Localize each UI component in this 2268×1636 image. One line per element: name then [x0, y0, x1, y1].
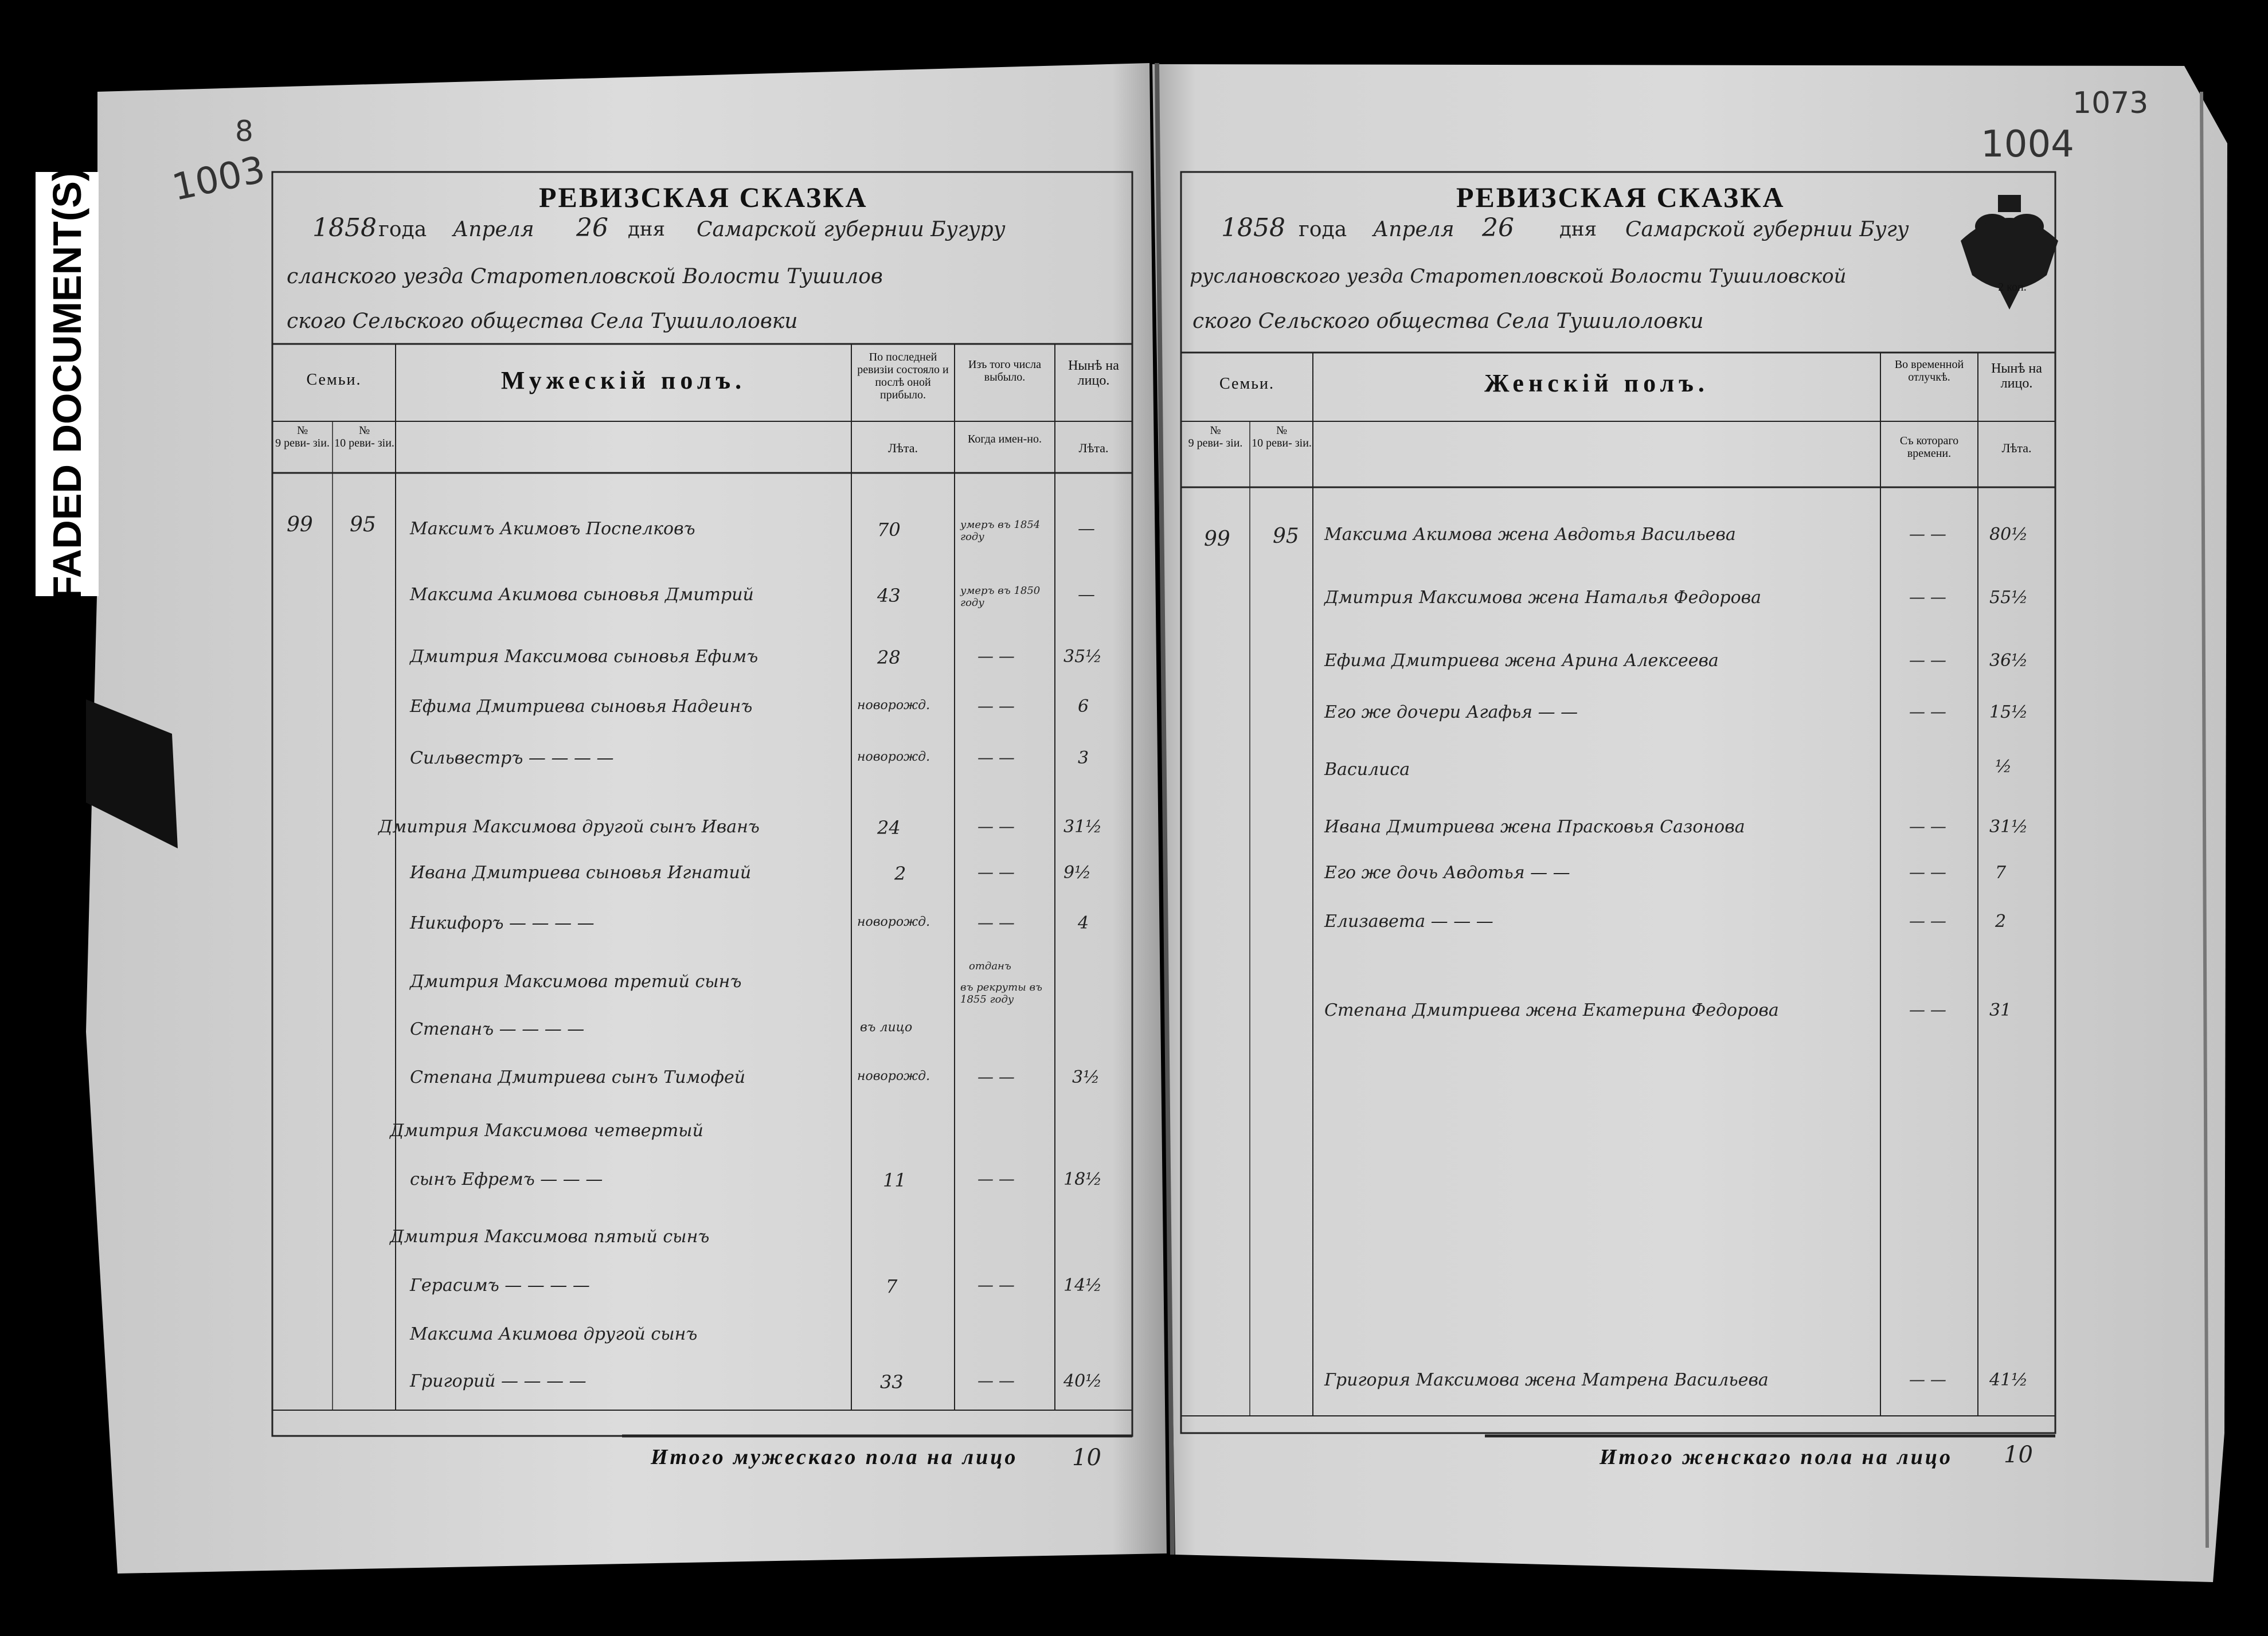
right-row-name: Степана Дмитриева жена Екатерина Федорова: [1324, 1000, 1779, 1020]
left-row-when: — —: [977, 647, 1015, 666]
left-row-age: 2: [894, 863, 906, 884]
right-row-now: 31: [1989, 1000, 2012, 1020]
left-row-when: въ рекруты въ 1855 году: [960, 981, 1043, 1005]
right-row-rev10: 95: [1273, 525, 1299, 548]
left-footer-total: 10: [1072, 1445, 1101, 1471]
left-row-name: Ефима Дмитриева сыновья Надеинъ: [410, 696, 753, 717]
left-header-rev9-no: №: [296, 424, 308, 437]
left-row-when: — —: [977, 863, 1015, 882]
left-row-age: 43: [877, 585, 901, 606]
left-row-age: 7: [886, 1275, 898, 1297]
left-row-rev10: 95: [350, 513, 376, 537]
right-row-rev9: 99: [1204, 527, 1230, 551]
left-row-now: —: [1078, 519, 1095, 539]
right-footer: Итого женскаго пола на лицо: [1600, 1445, 1953, 1469]
left-row-name: Дмитрия Максимова другой сынъ Иванъ: [378, 817, 760, 837]
right-row-absent: — —: [1909, 911, 1946, 930]
left-row-when: — —: [977, 748, 1015, 767]
left-row-now: 3: [1078, 748, 1089, 768]
right-page-title: РЕВИЗСКАЯ СКАЗКА: [1456, 181, 1785, 213]
left-header-when: Когда имен-но.: [968, 433, 1042, 445]
left-row-name: Степанъ — — — —: [410, 1019, 585, 1039]
right-header-rev10-no: №: [1276, 424, 1288, 437]
right-row-absent: — —: [1909, 863, 1946, 882]
left-row-age: новорожд.: [857, 915, 930, 929]
right-row-name: Елизавета — — —: [1324, 911, 1493, 931]
left-row-name: Никифоръ — — — —: [410, 913, 595, 933]
right-row-now: 41½: [1989, 1370, 2028, 1390]
right-header-temp-absent: Во временной отлучкѣ.: [1894, 358, 1964, 383]
left-row-now: 14½: [1063, 1275, 1102, 1296]
right-year: 1858: [1221, 213, 1285, 242]
side-label: FADED DOCUMENT(S): [45, 167, 89, 601]
left-row-age: въ лицо: [860, 1020, 913, 1035]
left-row-when: умеръ въ 1854 году: [960, 519, 1041, 543]
left-header-families: Семьи.: [306, 371, 362, 389]
right-header-years: Лѣта.: [2001, 441, 2032, 455]
left-row-name: Дмитрия Максимова четвертый: [390, 1121, 703, 1141]
right-row-name: Ивана Дмитриева жена Прасковья Сазонова: [1324, 817, 1745, 837]
left-header-years2: Лѣта.: [1078, 441, 1109, 455]
left-row-name: Степана Дмитриева сынъ Тимофей: [410, 1067, 746, 1087]
left-row-now: 35½: [1063, 647, 1102, 667]
right-header-families: Семьи.: [1219, 375, 1274, 393]
right-row-name: Григория Максимова жена Матрена Васильева: [1324, 1370, 1769, 1390]
right-row-now: 15½: [1989, 702, 2028, 722]
right-row-name: Максима Акимова жена Авдотья Васильева: [1324, 525, 1736, 545]
right-row-now: 2: [1995, 911, 2007, 931]
right-row-name: Ефима Дмитриева жена Арина Алексеева: [1324, 651, 1719, 671]
right-row-absent: — —: [1909, 1000, 1946, 1019]
left-row-when: — —: [977, 1275, 1015, 1294]
right-row-now: 55½: [1989, 588, 2028, 608]
left-day: 26: [576, 213, 608, 242]
left-row-when: — —: [977, 1067, 1015, 1086]
left-row-name: Ивана Дмитриева сыновья Игнатий: [410, 863, 752, 883]
right-archival-small: 1073: [2073, 86, 2149, 120]
left-year-suffix: года: [378, 218, 427, 241]
left-row-age: новорожд.: [857, 698, 930, 713]
left-row-age: новорожд.: [857, 1069, 930, 1083]
left-header-rev9: 9 реви- зіи.: [275, 437, 330, 449]
left-row-name: Герасимъ — — — —: [410, 1275, 590, 1296]
left-header-sex: Мужескій полъ.: [500, 366, 746, 394]
left-row-age: 24: [877, 817, 901, 839]
left-row-name: Максима Акимова сыновья Дмитрий: [410, 585, 754, 605]
left-day-word: дня: [628, 218, 666, 241]
left-row-age: 28: [877, 647, 901, 668]
right-day: 26: [1482, 213, 1514, 242]
right-row-now: 36½: [1989, 651, 2028, 671]
right-header-rev9-no: №: [1210, 424, 1221, 437]
right-archival-number: 1004: [1981, 123, 2074, 166]
left-footer: Итого мужескаго пола на лицо: [651, 1445, 1018, 1469]
left-header-rev10: 10 реви- зіи.: [334, 437, 394, 449]
left-row-now: 40½: [1063, 1371, 1102, 1391]
left-row-when: — —: [977, 696, 1015, 715]
left-row-when: — —: [977, 913, 1015, 932]
right-header-rev9: 9 реви- зіи.: [1188, 437, 1243, 449]
right-day-word: дня: [1559, 218, 1597, 241]
left-row-age: 33: [880, 1371, 904, 1393]
left-row-age: 11: [883, 1169, 906, 1191]
right-header-since: Съ котораго времени.: [1899, 435, 1959, 460]
left-row-name: Григорий — — — —: [410, 1371, 586, 1391]
left-row-now: 3½: [1072, 1067, 1100, 1087]
right-footer-total: 10: [2004, 1442, 2033, 1468]
right-place-line-3: ского Сельского общества Села Тушилоловки: [1192, 310, 1704, 333]
left-archival-small: 8: [235, 115, 253, 148]
left-row-now: 9½: [1063, 863, 1092, 883]
right-header-rev10: 10 реви- зіи.: [1252, 437, 1312, 449]
left-row-when: — —: [977, 1371, 1015, 1390]
right-province: Самарской губернии Бугу: [1625, 218, 1909, 241]
left-row-name: Максимъ Акимовъ Поспелковъ: [410, 519, 695, 539]
left-row-when: отданъ: [969, 960, 1011, 972]
left-place-line-3: ского Сельского общества Села Тушилоловки: [287, 310, 798, 333]
left-row-now: 4: [1078, 913, 1089, 933]
left-row-rev9: 99: [287, 513, 313, 537]
left-row-name: Дмитрия Максимова сыновья Ефимъ: [410, 647, 758, 667]
left-row-when: — —: [977, 1169, 1015, 1188]
left-header-years: Лѣта.: [887, 441, 918, 455]
left-row-name: Дмитрия Максимова пятый сынъ: [390, 1227, 710, 1247]
right-month: Апреля: [1373, 218, 1454, 241]
left-year: 1858: [312, 213, 377, 242]
left-row-now: 6: [1078, 696, 1089, 717]
right-header-sex: Женскій полъ.: [1484, 369, 1709, 397]
left-header-rev10-no: №: [358, 424, 370, 437]
left-row-name: Сильвестръ — — — —: [410, 748, 614, 768]
left-province: Самарской губернии Бугуру: [697, 218, 1006, 241]
left-row-age: новорожд.: [857, 750, 930, 764]
left-place-line-2: сланского уезда Старотепловской Волости Тушилов: [287, 265, 883, 288]
right-row-now: 80½: [1989, 525, 2028, 545]
right-row-name: Василиса: [1324, 760, 1410, 780]
right-row-absent: — —: [1909, 588, 1946, 606]
right-year-suffix: года: [1299, 218, 1347, 241]
right-row-name: Его же дочь Авдотья — —: [1324, 863, 1570, 883]
right-row-absent: — —: [1909, 525, 1946, 543]
left-row-when: — —: [977, 817, 1015, 836]
left-row-now: —: [1078, 585, 1095, 605]
left-header-departed: Изъ того числа выбыло.: [968, 358, 1042, 383]
left-row-now: 18½: [1063, 1169, 1102, 1189]
right-row-name: Его же дочери Агафья — —: [1324, 702, 1578, 722]
right-row-absent: — —: [1909, 651, 1946, 670]
right-place-line-2: руслановского уезда Старотепловской Волости Тушиловской: [1190, 265, 1847, 288]
right-row-absent: — —: [1909, 1370, 1946, 1389]
left-archival-number: 1003: [169, 148, 269, 210]
left-row-name: сынъ Ефремъ — — —: [410, 1169, 603, 1189]
right-row-now: ½: [1995, 757, 2012, 777]
left-month: Апреля: [453, 218, 534, 241]
left-row-age: 70: [877, 519, 901, 541]
right-row-absent: — —: [1909, 702, 1946, 721]
left-row-when: умеръ въ 1850 году: [960, 585, 1041, 609]
stamp-text: 2 коп.: [1998, 281, 2027, 293]
left-header-present: Нынѣ на лицо.: [1068, 358, 1119, 389]
left-row-now: 31½: [1063, 817, 1102, 837]
left-row-name: Максима Акимова другой сынъ: [410, 1324, 698, 1344]
left-page-title: РЕВИЗСКАЯ СКАЗКА: [539, 181, 868, 213]
right-row-now: 7: [1995, 863, 2007, 883]
left-header-last-revision: По последней ревизіи состояло и послѣ оной прибыло.: [857, 351, 949, 401]
left-row-name: Дмитрия Максимова третий сынъ: [410, 972, 742, 992]
right-row-name: Дмитрия Максимова жена Наталья Федорова: [1324, 588, 1762, 608]
right-header-present: Нынѣ на лицо.: [1991, 361, 2042, 392]
right-row-now: 31½: [1989, 817, 2028, 837]
right-row-absent: — —: [1909, 817, 1946, 836]
